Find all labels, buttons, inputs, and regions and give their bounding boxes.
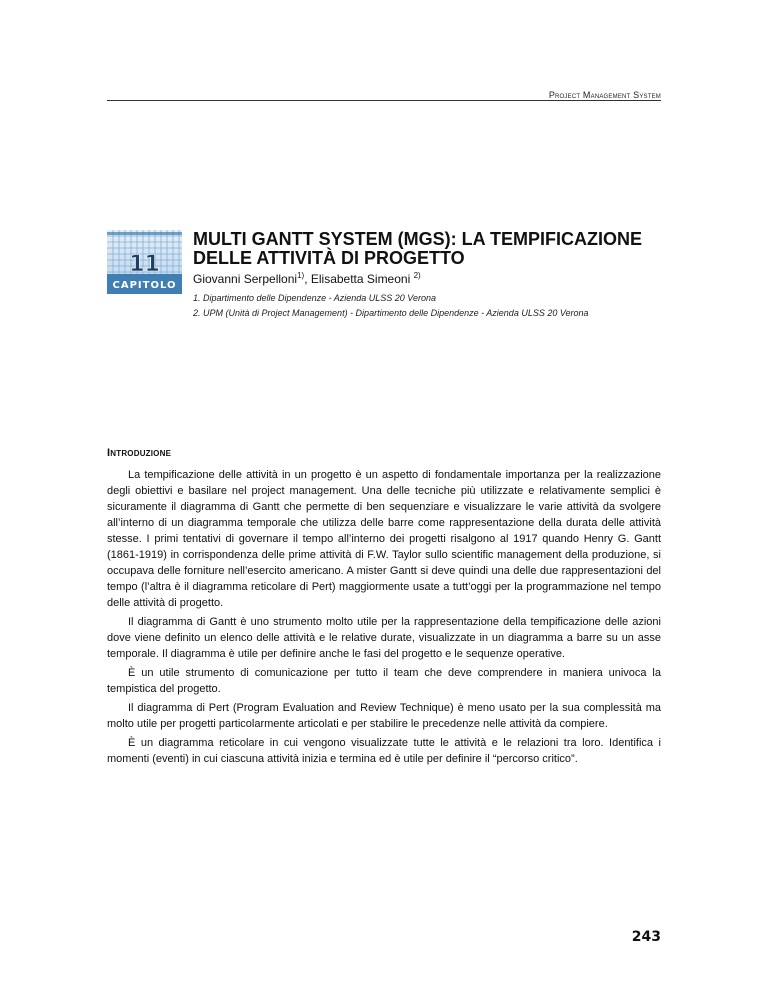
author-separator: , xyxy=(304,272,311,286)
section-heading: Introduzione xyxy=(107,447,172,459)
body-paragraph: È un utile strumento di comunicazione per tutto il team che deve comprendere in maniera univoca la tempistica del progetto. xyxy=(107,667,661,695)
chapter-badge-number: 11 xyxy=(129,252,160,277)
author-line xyxy=(193,271,421,286)
body-paragraph: Il diagramma di Gantt è uno strumento molto utile per la rappresentazione della tempificazione delle azioni dove viene definito un elenco delle attività e le relative durate, visualizzate in un diagramma a barre su un asse temporale. Il diagramma è utile per definire anche le fasi del progetto e le sequenze operative. xyxy=(107,616,661,660)
body-paragraph: È un diagramma reticolare in cui vengono visualizzate tutte le attività e le relazioni tra loro. Identifica i momenti (eventi) in cui ciascuna attività inizia e termina ed è utile per definire il “percorso critico”. xyxy=(107,737,661,765)
header-rule xyxy=(107,100,661,101)
author-name: Giovanni Serpelloni xyxy=(193,272,298,286)
running-header: Project Management System xyxy=(548,90,661,100)
chapter-badge-label: CAPITOLO xyxy=(112,280,177,291)
page-number: 243 xyxy=(631,929,661,945)
author-affiliation-mark: 2) xyxy=(413,271,421,280)
affiliation-1: 1. Dipartimento delle Dipendenze - Azienda ULSS 20 Verona xyxy=(193,293,436,303)
body-paragraph: La tempificazione delle attività in un progetto è un aspetto di fondamentale importanza per la realizzazione degli obiettivi e basilare nel project management. Una delle tecniche più utilizzate e relativamente semplici è sicuramente il diagramma di Gantt che permette di ben sequenziare e visualizzare le varie attività da svolgere all’interno di un diagramma temporale che utilizza delle barre come rappresentazione della durata delle attività stesse. I primi tentativi di governare il tempo all’interno dei progetti risalgono al 1917 quando Henry G. Gantt (1861-1919) in corrispondenza delle prime attività di F.W. Taylor sullo scientific management della produzione, si occupava delle forniture nell’esercito americano. A mister Gantt si deve quindi una delle due rappresentazioni del tempo (l’altra è il diagramma reticolare di Pert) maggiormente usate a tutt’oggi per la programmazione nel tempo delle attività di progetto. xyxy=(107,469,661,609)
chapter-title: MULTI GANTT SYSTEM (MGS): LA TEMPIFICAZIONE DELLE ATTIVITÀ DI PROGETTO xyxy=(193,229,642,268)
body-text xyxy=(107,467,661,770)
affiliation-2: 2. UPM (Unità di Project Management) - Dipartimento delle Dipendenze - Azienda ULSS 20 Verona xyxy=(193,308,589,318)
author-affiliation-mark: 1) xyxy=(297,271,305,280)
body-paragraph: Il diagramma di Pert (Program Evaluation and Review Technique) è meno usato per la sua complessità ma molto utile per progetti particolarmente articolati e per stabilire le precedenze nelle attività da compiere. xyxy=(107,702,661,730)
chapter-badge xyxy=(107,230,182,294)
chapter-badge-graphic xyxy=(107,230,182,294)
author-name: Elisabetta Simeoni xyxy=(310,272,411,286)
